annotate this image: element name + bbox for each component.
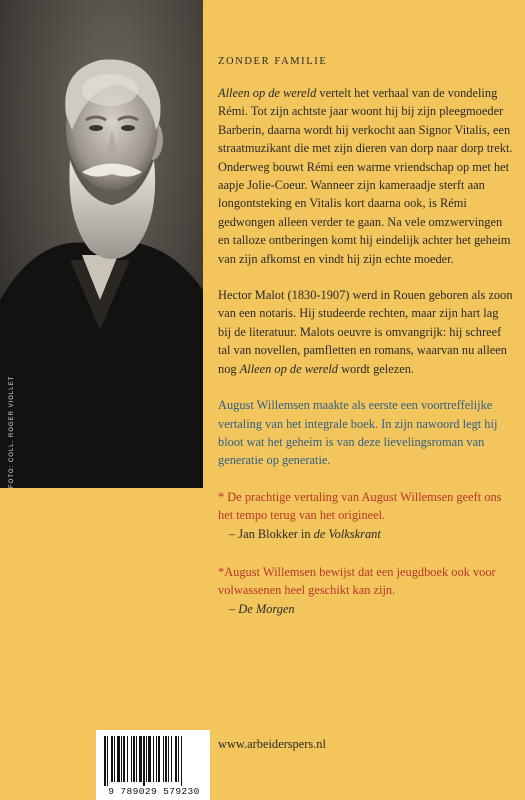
author-portrait-photo [0, 0, 203, 488]
quote-2-attribution-prefix: – [229, 601, 239, 616]
author-bio-text: Hector Malot (1830-1907) werd in Rouen geboren als zoon van een notaris. Hij studeerde rechten, maar zijn hart lag bij de literatuur. Malots oeuvre is omvangrijk: hij schreef tal van novellen, pamfletten en romans, waarvan nu alleen nog [218, 288, 513, 376]
publisher-website[interactable]: www.arbeiderspers.nl [218, 737, 326, 751]
quote-1-attribution [218, 525, 514, 543]
barcode-bar [133, 736, 135, 782]
quote-1-source: de Volkskrant [313, 526, 381, 541]
barcode-bar [153, 736, 154, 782]
barcode-number: 9 789029 579230 [108, 786, 200, 797]
synopsis-text: vertelt het verhaal van de vondeling Rémi. Tot zijn achtste jaar woont hij bij zijn pleegmoeder Barberin, daarna wordt hij verkocht aan Signor Vitalis, een straatmuzikant die met zijn dieren van dorp naar dorp trekt. Onderweg bouwt Rémi een warme vriendschap op met het aapje Jolie-Coeur. Wanneer zijn kameraadje sterft aan longontsteking en Vitalis kort daarna ook, is Rémi gedwongen alleen verder te gaan. Na vele omzwervingen en talloze ontberingen komt hij eindelijk achter het geheim van zijn afkomst en vindt hij zijn echte moeder. [218, 86, 513, 266]
barcode-bar [123, 736, 125, 782]
quote-1 [218, 488, 514, 543]
barcode-bar [111, 736, 113, 782]
barcode-bar [114, 736, 115, 782]
barcode-bar [104, 736, 106, 786]
quote-2-source: De Morgen [238, 601, 295, 616]
quote-2-text: *August Willemsen bewijst dat een jeugdboek ook voor volwassenen heel geschikt kan zijn. [218, 564, 496, 598]
barcode-bar [143, 736, 145, 786]
quote-2-attribution [218, 600, 514, 618]
quote-1-attribution-prefix: – Jan Blokker in [229, 526, 314, 541]
author-portrait-illustration [0, 0, 203, 488]
translator-note-paragraph: August Willemsen maakte als eerste een voortreffelijke vertaling van het integrale boek. In zijn nawoord legt hij bloot wat het geheim is van deze lievelingsroman van generatie op generatie. [218, 398, 498, 468]
barcode-bar [168, 736, 169, 782]
barcode-bar [139, 736, 142, 782]
series-heading: ZONDER FAMILIE [218, 56, 328, 67]
author-bio-paragraph [218, 286, 514, 378]
barcode-bar [107, 736, 108, 786]
isbn-barcode [96, 730, 210, 800]
photo-credit: FOTO: COLL. ROGER VIOLLET [9, 375, 15, 488]
barcode-bar [163, 736, 164, 782]
barcode-bar [171, 736, 172, 782]
barcode-bars [102, 736, 204, 786]
synopsis-paragraph [218, 84, 514, 268]
barcode-bar [131, 736, 132, 782]
barcode-bar [127, 736, 128, 782]
barcode-bar [178, 736, 179, 782]
barcode-bar [156, 736, 157, 782]
author-bio-tail: wordt gelezen. [337, 361, 415, 376]
blurb-column [218, 56, 514, 618]
quote-1-text: * De prachtige vertaling van August Willemsen geeft ons het tempo terug van het origineel. [218, 489, 502, 523]
barcode-bar [158, 736, 160, 782]
barcode-bar [148, 736, 151, 782]
book-title-italic-2: Alleen op de wereld [239, 361, 338, 376]
barcode-bar [175, 736, 177, 782]
barcode-bar [121, 736, 122, 782]
book-title-italic: Alleen op de wereld [218, 86, 317, 100]
quote-2 [218, 563, 514, 618]
barcode-bar [136, 736, 137, 782]
barcode-bar [146, 736, 147, 782]
barcode-bar [165, 736, 167, 782]
barcode-bar [181, 736, 182, 786]
barcode-bar [117, 736, 120, 782]
